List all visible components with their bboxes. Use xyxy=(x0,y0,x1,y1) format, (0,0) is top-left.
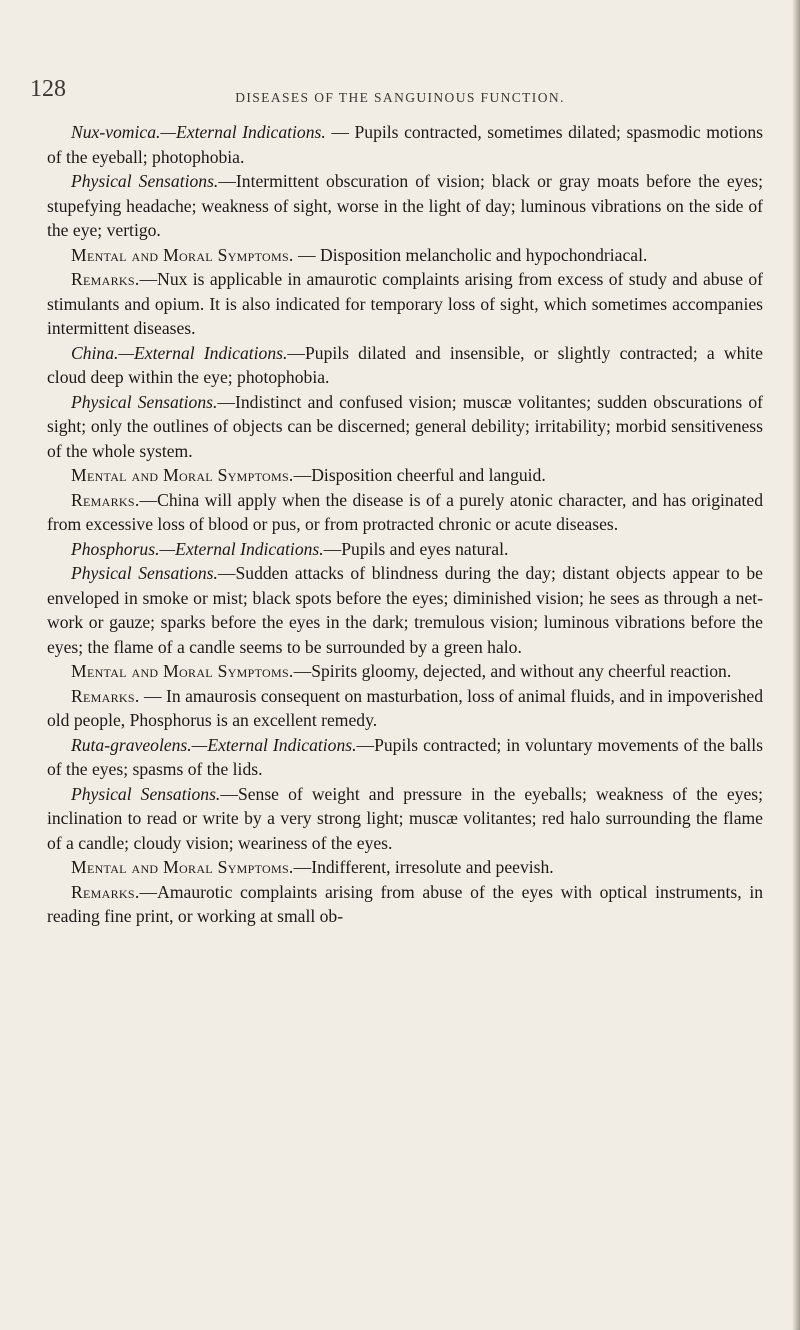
paragraph xyxy=(47,782,763,856)
paragraph xyxy=(47,684,763,733)
paragraph xyxy=(47,243,763,268)
paragraph xyxy=(47,488,763,537)
paragraph-lead: Nux-vomica.—External Indications. xyxy=(71,122,326,142)
paragraph-text: — Disposition melancholic and hypochondriacal. xyxy=(293,244,648,265)
paragraph-heading: Mental and Moral Symptoms. xyxy=(71,857,294,877)
paragraph-text: —China will apply when the disease is of a purely atonic character, and has originated from excessive loss of blood or pus, or from protracted chronic or acute diseases. xyxy=(47,489,763,534)
paragraph-lead: Physical Sensations. xyxy=(71,171,219,191)
paragraph-text: —Indifferent, irresolute and peevish. xyxy=(293,857,554,877)
paragraph-text: —Sense of weight and pressure in the eyeballs; weakness of the eyes; inclination to read or write by a very strong light; muscæ volitantes; red halo surrounding the flame of a candle; cloudy vision; weariness of the eyes. xyxy=(47,783,763,853)
paragraph-text: —Pupils and eyes natural. xyxy=(323,538,509,559)
paragraph-heading: Remarks. xyxy=(71,685,140,706)
paragraph-lead: Physical Sensations. xyxy=(71,783,221,804)
paragraph-text: — Pupils contracted, sometimes dilated; spasmodic motions of the eyeball; photophobia. xyxy=(47,122,763,167)
paragraph-text: —Indistinct and confused vision; muscæ volitantes; sudden obscurations of sight; only the outlines of objects can be discerned; general debility; irritability; morbid sensitiveness of the whole system. xyxy=(47,391,763,461)
page-header xyxy=(30,76,770,106)
page-edge-shadow xyxy=(792,0,800,1330)
paragraph-text: —Spirits gloomy, dejected, and without any cheerful reaction. xyxy=(293,661,732,681)
paragraph-lead: Phosphorus.—External Indications. xyxy=(71,538,324,559)
paragraph-heading: Mental and Moral Symptoms. xyxy=(71,244,294,265)
body-text xyxy=(47,120,763,929)
paragraph xyxy=(47,120,763,169)
paragraph-heading: Remarks. xyxy=(71,269,140,289)
paragraph-text: —Pupils contracted; in voluntary movements of the balls of the eyes; spasms of the lids. xyxy=(47,734,764,779)
paragraph-lead: Ruta-graveolens.—External Indications. xyxy=(71,734,357,755)
paragraph xyxy=(47,267,763,341)
paragraph-lead: Physical Sensations. xyxy=(71,563,218,583)
page-number: 128 xyxy=(30,76,66,102)
paragraph-text: —Intermittent obscuration of vision; black or gray moats before the eyes; stupefying headache; weakness of sight, worse in the light of day; luminous vibrations on the side of the eye; vertigo. xyxy=(47,171,763,240)
paragraph-text: — In amaurosis consequent on masturbation, loss of animal fluids, and in impoverished old people, Phosphorus is an excellent remedy. xyxy=(47,685,763,730)
paragraph xyxy=(47,341,763,390)
paragraph xyxy=(47,169,763,243)
paragraph xyxy=(47,880,763,929)
paragraph-lead: China.—External Indications. xyxy=(71,342,288,363)
paragraph xyxy=(47,537,763,562)
paragraph xyxy=(47,855,763,880)
paragraph-text: —Sudden attacks of blindness during the day; distant objects appear to be enveloped in smoke or mist; black spots before the eyes; diminished vision; he sees as through a net-work or gauze; sparks before the eyes in the dark; tremulous vision; luminous vibrations before the eyes; the flame of a candle seems to be surrounded by a green halo. xyxy=(47,563,763,657)
paragraph xyxy=(47,390,763,464)
paragraph-heading: Mental and Moral Symptoms. xyxy=(71,465,294,485)
running-head: DISEASES OF THE SANGUINOUS FUNCTION. xyxy=(235,90,565,105)
paragraph xyxy=(47,561,763,659)
paragraph-lead: Physical Sensations. xyxy=(71,391,218,412)
paragraph xyxy=(47,659,763,684)
paragraph-heading: Remarks. xyxy=(71,489,140,510)
paragraph-text: —Amaurotic complaints arising from abuse of the eyes with optical instruments, in reading fine print, or working at small ob- xyxy=(47,881,763,926)
paragraph xyxy=(47,733,763,782)
paragraph-text: —Nux is applicable in amaurotic complaints arising from excess of study and abuse of stimulants and opium. It is also indicated for temporary loss of sight, which sometimes accompanies intermittent diseases. xyxy=(47,269,763,338)
paragraph-heading: Mental and Moral Symptoms. xyxy=(71,661,294,681)
paragraph-heading: Remarks. xyxy=(71,881,140,902)
paragraph xyxy=(47,463,763,488)
paragraph-text: —Disposition cheerful and languid. xyxy=(293,465,546,485)
paragraph-text: —Pupils dilated and insensible, or slightly contracted; a white cloud deep within the eye; photophobia. xyxy=(47,342,763,387)
